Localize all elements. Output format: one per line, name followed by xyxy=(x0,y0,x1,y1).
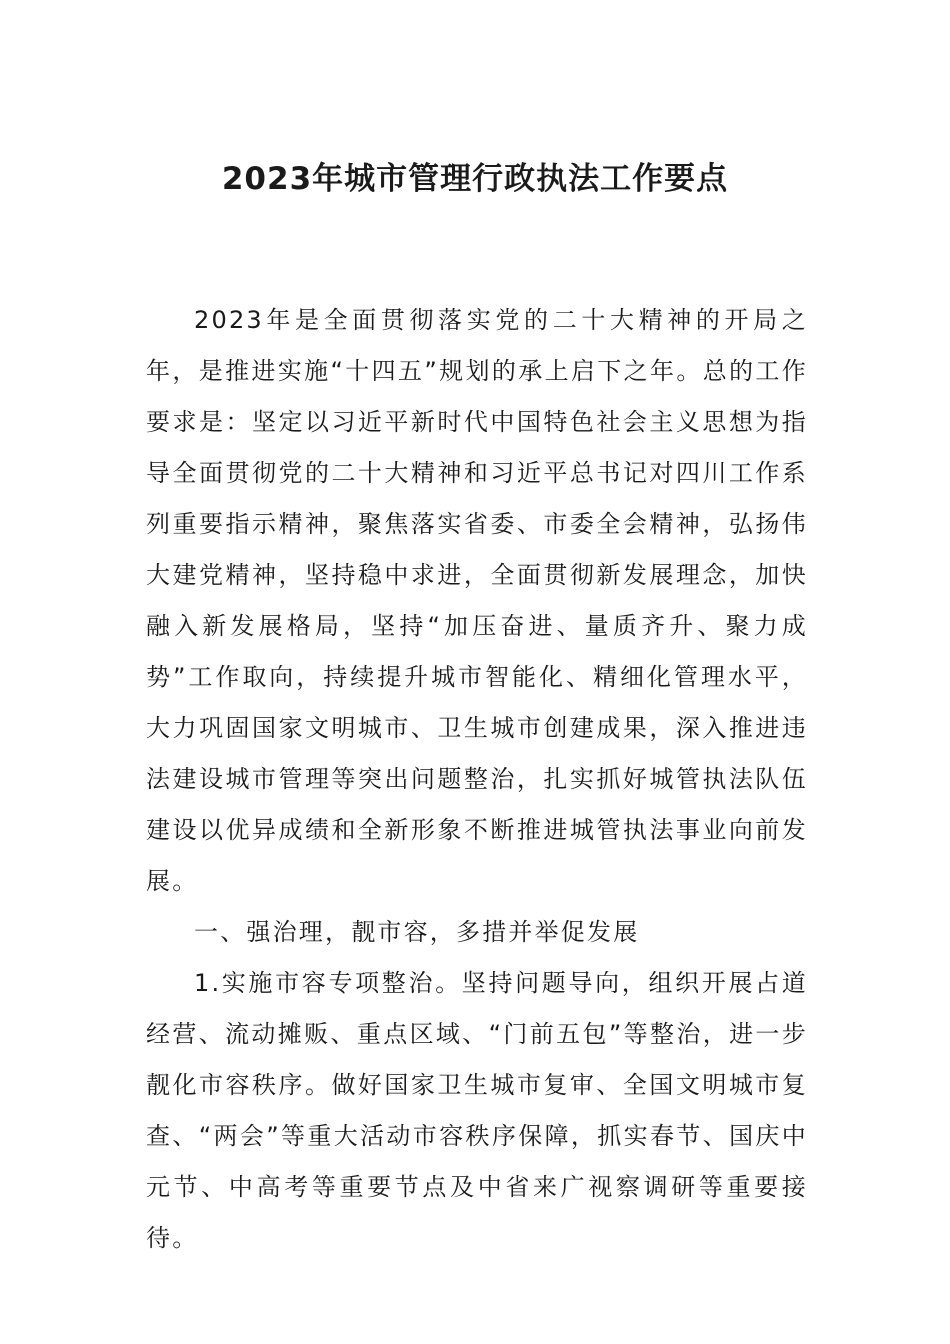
document-title: 2023年城市管理行政执法工作要点 xyxy=(221,161,729,197)
document-body xyxy=(146,295,808,1264)
intro-paragraph: 2023年是全面贯彻落实党的二十大精神的开局之年，是推进实施“十四五”规划的承上启下之年。总的工作要求是：坚定以习近平新时代中国特色社会主义思想为指导全面贯彻党的二十大精神和习近平总书记对四川工作系列重要指示精神，聚焦落实省委、市委全会精神，弘扬伟大建党精神，坚持稳中求进，全面贯彻新发展理念，加快融入新发展格局，坚持“加压奋进、量质齐升、聚力成势”工作取向，持续提升城市智能化、精细化管理水平，大力巩固国家文明城市、卫生城市创建成果，深入推进违法建设城市管理等突出问题整治，扎实抓好城管执法队伍建设以优异成绩和全新形象不断推进城管执法事业向前发展。 xyxy=(146,306,808,895)
section-heading-1: 一、强治理，靓市容，多措并举促发展 xyxy=(194,918,640,946)
item-paragraph-1: 1.实施市容专项整治。坚持问题导向，组织开展占道经营、流动摊贩、重点区域、“门前五包”等整治，进一步靓化市容秩序。做好国家卫生城市复审、全国文明城市复查、“两会”等重大活动市容秩序保障，抓实春节、国庆中元节、中高考等重要节点及中省来广视察调研等重要接待。 xyxy=(146,969,808,1252)
